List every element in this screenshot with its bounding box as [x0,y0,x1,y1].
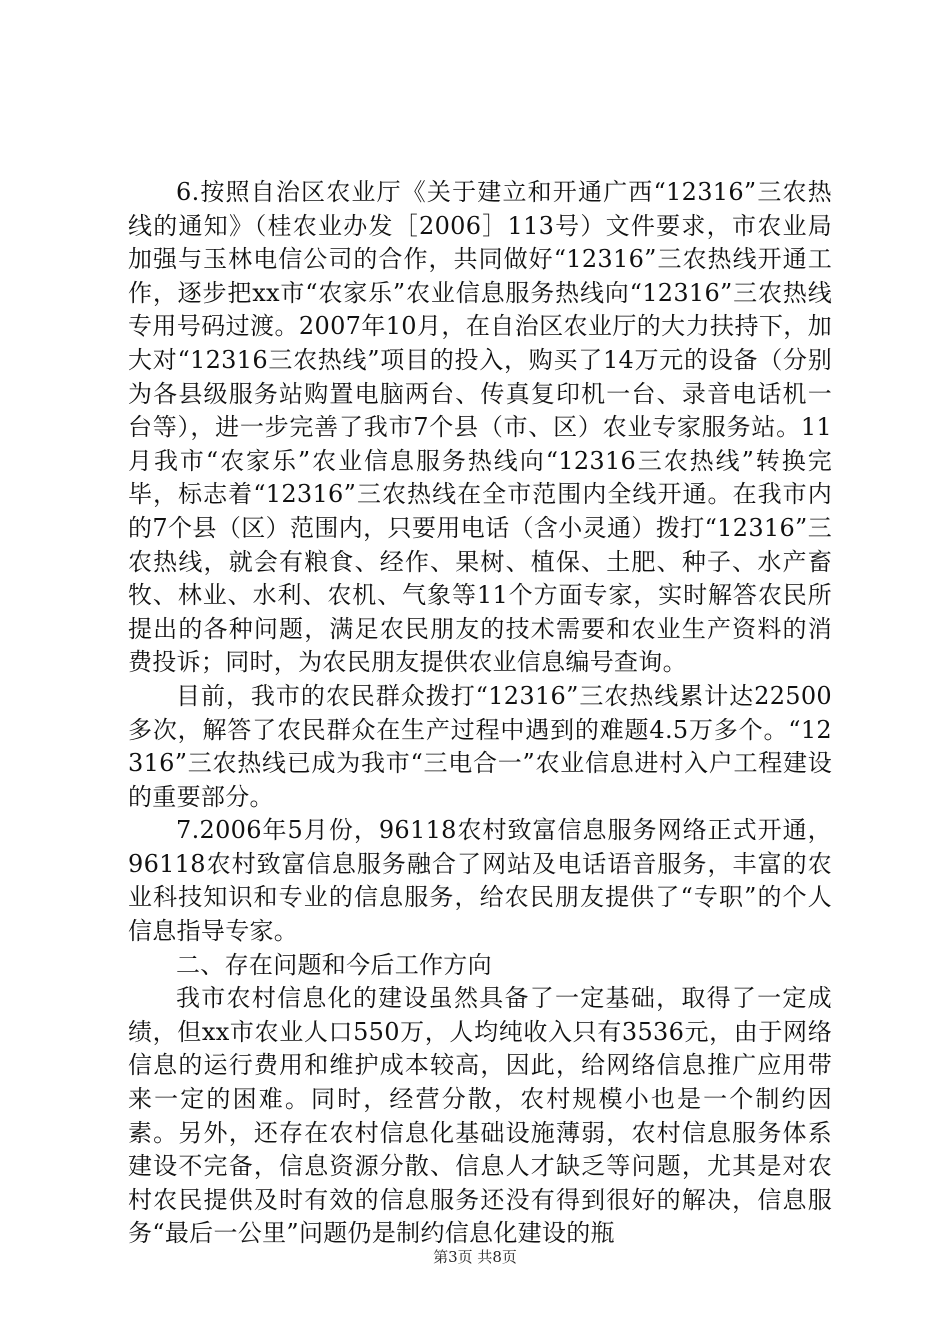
paragraph-96118-network: 7.2006年5月份，96118农村致富信息服务网络正式开通，96118农村致富信息服务融合了网站及电话语音服务，丰富的农业科技知识和专业的信息服务，给农民朋友提供了“专职”的个人信息指导专家。 [128,816,832,946]
page-number-footer: 第3页 共8页 [433,1248,517,1266]
paragraph-current-status: 目前，我市的农民群众拨打“12316”三农热线累计达22500多次，解答了农民群众在生产过程中遇到的难题4.5万多个。“12316”三农热线已成为我市“三电合一”农业信息进村入户工程建设的重要部分。 [128,681,832,811]
section-heading-problems: 二、存在问题和今后工作方向 [176,950,492,979]
document-body [128,176,832,1251]
paragraph-problems: 我市农村信息化的建设虽然具备了一定基础，取得了一定成绩，但xx市农业人口550万，人均纯收入只有3536元，由于网络信息的运行费用和维护成本较高，因此，给网络信息推广应用带来一定的困难。同时，经营分散，农村规模小也是一个制约因素。另外，还存在农村信息化基础设施薄弱，农村信息服务体系建设不完备，信息资源分散、信息人才缺乏等问题，尤其是对农村农民提供及时有效的信息服务还没有得到很好的解决，信息服务“最后一公里”问题仍是制约信息化建设的瓶 [128,984,832,1248]
paragraph-hotline-12316: 6.按照自治区农业厅《关于建立和开通广西“12316”三农热线的通知》（桂农业办发［2006］113号）文件要求，市农业局加强与玉林电信公司的合作，共同做好“12316”三农热线开通工作，逐步把xx市“农家乐”农业信息服务热线向“12316”三农热线专用号码过渡。2007年10月，在自治区农业厅的大力扶持下，加大对“12316三农热线”项目的投入，购买了14万元的设备（分别为各县级服务站购置电脑两台、传真复印机一台、录音电话机一台等），进一步完善了我市7个县（市、区）农业专家服务站。11月我市“农家乐”农业信息服务热线向“12316三农热线”转换完毕，标志着“12316”三农热线在全市范围内全线开通。在我市内的7个县（区）范围内，只要用电话（含小灵通）拨打“12316”三农热线，就会有粮食、经作、果树、植保、土肥、种子、水产畜牧、林业、水利、农机、气象等11个方面专家，实时解答农民所提出的各种问题，满足农民朋友的技术需要和农业生产资料的消费投诉；同时，为农民朋友提供农业信息编号查询。 [128,178,832,677]
